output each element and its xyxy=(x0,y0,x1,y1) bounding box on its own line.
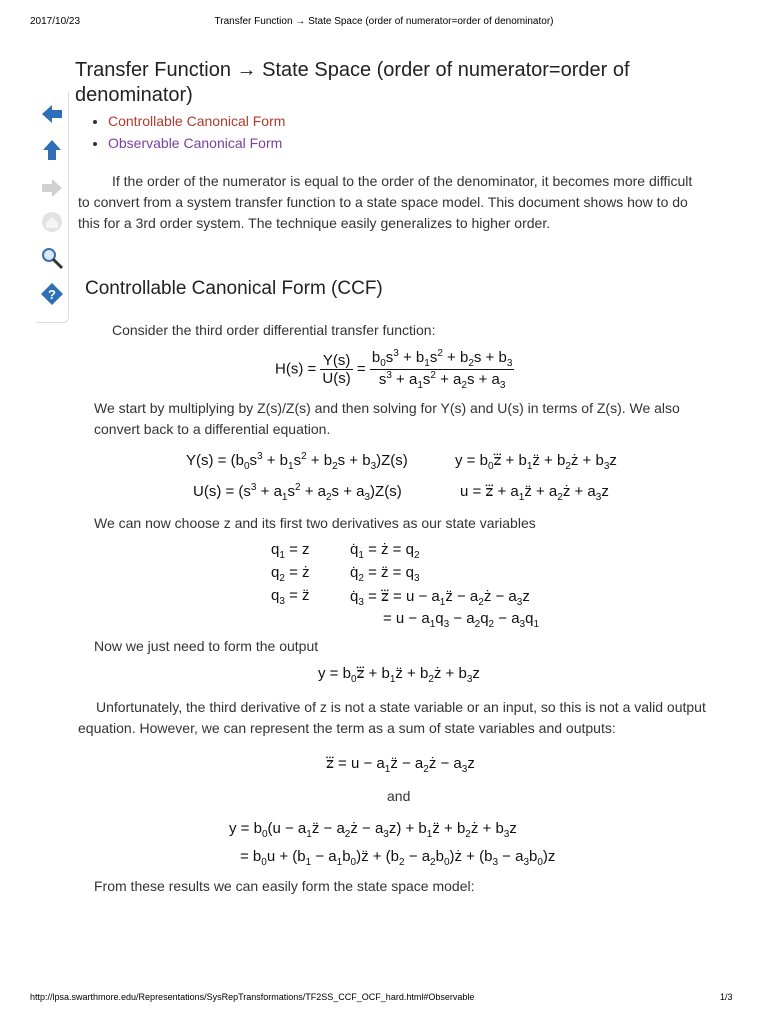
help-icon[interactable] xyxy=(40,282,64,306)
equation-q3dot: $q̇_3$ = z⃛ = $u - a_1z̈$ − $a_2ż - a_3z$ xyxy=(350,588,530,608)
toc-link-controllable[interactable]: Controllable Canonical Form xyxy=(108,113,286,129)
equation-y-simplified: = $b_0u + (b_1$ − $a_1b_0)z̈ + (b_2$ − $a_2b_0)ż + (b_3 - a_3b_0)z$ xyxy=(240,848,556,868)
equation-q3dot-state: = $u - a_1q_3 - a_2q_2 - a_3q_1$ xyxy=(383,610,539,630)
paragraph-unfortunately: Unfortunately, the third derivative of z is not a state variable or an input, so this is not a valid output equation. However, we can represent the term as a sum of state variables and outputs: xyxy=(78,699,706,736)
home-icon[interactable] xyxy=(40,210,64,234)
equation-y-time: $y = b_0z⃛$ + $b_1z̈$ + $b_2ż + b_3z$ xyxy=(455,452,617,472)
arrow-left-icon[interactable] xyxy=(40,102,64,126)
equation-y-expanded: $y = b_0(u$ − $a_1z̈$ − $a_2ż - a_3z$) + $b_1z̈$ + $b_2ż + b_3z$ xyxy=(229,820,517,840)
section-heading: Controllable Canonical Form (CCF) xyxy=(85,278,383,299)
nav-sidebar xyxy=(36,92,69,323)
equation-Ys: $Y(s) = (b_0s^3 + b_1s^2 + b_2s + b_3)Z(s)$ xyxy=(186,451,408,472)
equation-q1dot: $q̇_1$ = ż = $q_2$ xyxy=(350,541,420,561)
search-icon[interactable] xyxy=(40,246,64,270)
equation-z-triple-dot: z⃛ = $u - a_1z̈$ − $a_2ż - a_3z$ xyxy=(326,755,475,775)
equation-q2dot: $q̇_2$ = z̈ = $q_3$ xyxy=(350,564,420,584)
toc-link-observable[interactable]: Observable Canonical Form xyxy=(108,135,283,151)
equation-transfer-function: H(s) = $\frac{Y(s)}{U(s)}$ = $\frac{b_0s^3 + b_1s^2 + b_2s + b_3}{s^3 + a_1s^2 + a_2s + a_3}$ xyxy=(275,348,513,391)
page-title: Transfer Function → State Space (order of numerator=order of denominator) xyxy=(75,59,630,106)
paragraph-state-variables: We can now choose z and its first two derivatives as our state variables xyxy=(94,515,536,531)
page-number: 1/3 xyxy=(720,992,733,1002)
and-text: and xyxy=(387,788,411,804)
arrow-up-icon[interactable] xyxy=(40,138,64,162)
print-date: 2017/10/23 xyxy=(30,16,81,27)
intro-paragraph: If the order of the numerator is equal to the order of the denominator, it becomes more difficult to convert from a system transfer function to a state space model. This document shows how to do this for a 3rd order system. The technique easily generalizes to higher order. xyxy=(78,173,693,231)
equation-u-time: u = z⃛ + $a_1z̈$ + $a_2ż + a_3z$ xyxy=(460,483,609,503)
paragraph-output: Now we just need to form the output xyxy=(94,638,319,654)
equation-q1: $q_1 = z$ xyxy=(271,541,310,561)
print-title: Transfer Function → State Space (order of numerator=order of denominator) xyxy=(214,16,554,27)
equation-Us: $U(s) = (s^3 + a_1s^2 + a_2s + a_3)Z(s)$ xyxy=(193,482,402,503)
equation-q3: $q_3$ = z̈ xyxy=(271,587,310,607)
paragraph-consider: Consider the third order differential transfer function: xyxy=(112,322,436,338)
equation-q2: $q_2$ = ż xyxy=(271,564,310,584)
paragraph-multiply: We start by multiplying by Z(s)/Z(s) and then solving for Y(s) and U(s) in terms of Z(s). We also convert back to a differential equation. xyxy=(94,400,680,437)
table-of-contents xyxy=(88,110,285,154)
paragraph-results: From these results we can easily form the state space model: xyxy=(94,878,475,894)
svg-text:?: ? xyxy=(48,287,56,302)
arrow-right-icon[interactable] xyxy=(40,176,64,200)
equation-output: $y = b_0z⃛$ + $b_1z̈$ + $b_2ż + b_3z$ xyxy=(318,665,480,685)
print-url: http://lpsa.swarthmore.edu/Representations/SysRepTransformations/TF2SS_CCF_OCF_hard.html#Observable xyxy=(30,992,475,1002)
